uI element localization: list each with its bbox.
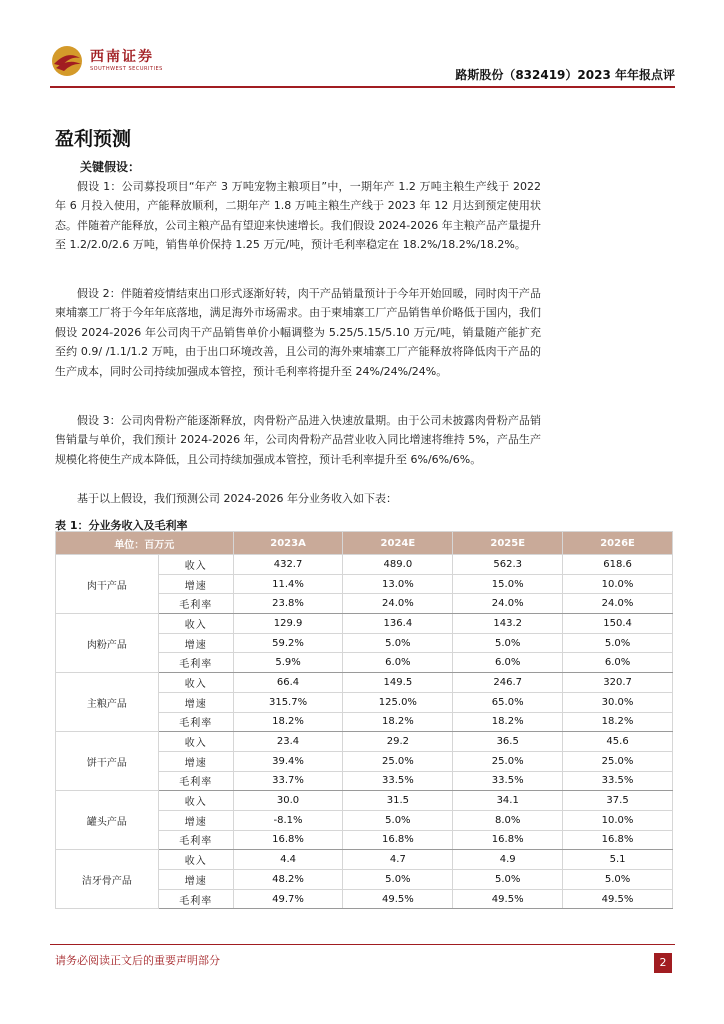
metric-label: 收入 (158, 673, 233, 693)
table-title: 表 1：分业务收入及毛利率 (55, 519, 188, 532)
metric-label: 毛利率 (158, 830, 233, 850)
value-cell: 34.1 (453, 791, 563, 811)
value-cell: 150.4 (563, 614, 673, 634)
value-cell: 4.9 (453, 850, 563, 870)
value-cell: 432.7 (233, 555, 343, 575)
value-cell: 18.2% (343, 712, 453, 732)
value-cell: 5.1 (563, 850, 673, 870)
metric-label: 收入 (158, 614, 233, 634)
metric-label: 增速 (158, 692, 233, 712)
value-cell: 31.5 (343, 791, 453, 811)
value-cell: 143.2 (453, 614, 563, 634)
year-header: 2023A (233, 532, 343, 555)
value-cell: 149.5 (343, 673, 453, 693)
page-header (50, 40, 675, 84)
value-cell: 36.5 (453, 732, 563, 752)
footer-divider (50, 944, 675, 945)
value-cell: 16.8% (563, 830, 673, 850)
value-cell: 6.0% (563, 653, 673, 673)
value-cell: 4.7 (343, 850, 453, 870)
value-cell: -8.1% (233, 810, 343, 830)
value-cell: 5.9% (233, 653, 343, 673)
value-cell: 24.0% (453, 594, 563, 614)
table-row (56, 614, 673, 634)
value-cell: 23.4 (233, 732, 343, 752)
metric-label: 毛利率 (158, 712, 233, 732)
value-cell: 10.0% (563, 574, 673, 594)
header-divider (50, 86, 675, 88)
table-row (56, 555, 673, 575)
table-row (56, 850, 673, 870)
value-cell: 5.0% (453, 633, 563, 653)
value-cell: 25.0% (453, 751, 563, 771)
value-cell: 37.5 (563, 791, 673, 811)
value-cell: 246.7 (453, 673, 563, 693)
value-cell: 16.8% (233, 830, 343, 850)
metric-label: 毛利率 (158, 653, 233, 673)
value-cell: 65.0% (453, 692, 563, 712)
table-row (56, 673, 673, 693)
value-cell: 66.4 (233, 673, 343, 693)
value-cell: 4.4 (233, 850, 343, 870)
value-cell: 18.2% (233, 712, 343, 732)
metric-label: 收入 (158, 850, 233, 870)
value-cell: 5.0% (343, 870, 453, 890)
value-cell: 6.0% (343, 653, 453, 673)
value-cell: 562.3 (453, 555, 563, 575)
table-header-row (56, 532, 673, 555)
page-number: 2 (654, 953, 672, 973)
assumption-paragraph-1: 假设 1：公司募投项目“年产 3 万吨宠物主粮项目”中，一期年产 1.2 万吨主粮生产线于 2022 年 6 月投入使用，产能释放顺利，二期年产 1.8 万吨主粮生产线于 2023 年 12 月达到预定使用状态。伴随着产能释放，公司主粮产品有望迎来快速增长。我们假设 2024-2026 年主粮产品产量提升至 1.2/2.0/2.6 万吨，销售单价保持 1.25 万元/吨，预计毛利率稳定在 18.2%/18.2%/18.2%。 (55, 180, 541, 252)
metric-label: 增速 (158, 633, 233, 653)
product-category: 洁牙骨产品 (56, 850, 159, 909)
value-cell: 29.2 (343, 732, 453, 752)
product-category: 罐头产品 (56, 791, 159, 850)
metric-label: 增速 (158, 870, 233, 890)
value-cell: 18.2% (563, 712, 673, 732)
value-cell: 5.0% (563, 633, 673, 653)
metric-label: 毛利率 (158, 771, 233, 791)
section-title: 盈利预测 (55, 128, 132, 150)
value-cell: 618.6 (563, 555, 673, 575)
value-cell: 136.4 (343, 614, 453, 634)
value-cell: 48.2% (233, 870, 343, 890)
value-cell: 33.5% (343, 771, 453, 791)
assumption-paragraph-3: 假设 3：公司肉骨粉产能逐渐释放，肉骨粉产品进入快速放量期。由于公司未披露肉骨粉产品销售销量与单价，我们预计 2024-2026 年，公司肉骨粉产品营业收入同比增速将维持 5%，产品生产规模化将使生产成本降低，且公司持续加强成本管控，预计毛利率提升至 6%/6%/6%。 (55, 414, 541, 466)
logo-name: 西南证券 (90, 49, 154, 65)
value-cell: 33.7% (233, 771, 343, 791)
value-cell: 23.8% (233, 594, 343, 614)
value-cell: 24.0% (343, 594, 453, 614)
value-cell: 25.0% (563, 751, 673, 771)
value-cell: 45.6 (563, 732, 673, 752)
value-cell: 8.0% (453, 810, 563, 830)
value-cell: 129.9 (233, 614, 343, 634)
value-cell: 24.0% (563, 594, 673, 614)
year-header: 2026E (563, 532, 673, 555)
table-row (56, 732, 673, 752)
product-category: 肉粉产品 (56, 614, 159, 673)
value-cell: 315.7% (233, 692, 343, 712)
product-category: 肉干产品 (56, 555, 159, 614)
table-row (56, 791, 673, 811)
logo-mark-icon (50, 44, 84, 78)
value-cell: 30.0% (563, 692, 673, 712)
table-intro-paragraph: 基于以上假设，我们预测公司 2024-2026 年分业务收入如下表： (77, 492, 397, 505)
value-cell: 489.0 (343, 555, 453, 575)
value-cell: 320.7 (563, 673, 673, 693)
company-logo (50, 42, 200, 82)
revenue-margin-table (55, 531, 673, 909)
key-assumptions-title: 关键假设： (80, 160, 141, 174)
metric-label: 毛利率 (158, 889, 233, 909)
value-cell: 18.2% (453, 712, 563, 732)
value-cell: 16.8% (453, 830, 563, 850)
value-cell: 33.5% (453, 771, 563, 791)
value-cell: 13.0% (343, 574, 453, 594)
value-cell: 16.8% (343, 830, 453, 850)
metric-label: 收入 (158, 555, 233, 575)
value-cell: 49.7% (233, 889, 343, 909)
value-cell: 125.0% (343, 692, 453, 712)
value-cell: 11.4% (233, 574, 343, 594)
value-cell: 5.0% (343, 810, 453, 830)
metric-label: 收入 (158, 791, 233, 811)
value-cell: 30.0 (233, 791, 343, 811)
value-cell: 5.0% (453, 870, 563, 890)
value-cell: 49.5% (453, 889, 563, 909)
metric-label: 增速 (158, 751, 233, 771)
year-header: 2024E (343, 532, 453, 555)
product-category: 主粮产品 (56, 673, 159, 732)
value-cell: 10.0% (563, 810, 673, 830)
year-header: 2025E (453, 532, 563, 555)
value-cell: 59.2% (233, 633, 343, 653)
value-cell: 5.0% (343, 633, 453, 653)
table-body (56, 555, 673, 909)
value-cell: 49.5% (343, 889, 453, 909)
product-category: 饼干产品 (56, 732, 159, 791)
metric-label: 毛利率 (158, 594, 233, 614)
value-cell: 5.0% (563, 870, 673, 890)
metric-label: 收入 (158, 732, 233, 752)
value-cell: 15.0% (453, 574, 563, 594)
assumption-paragraph-2: 假设 2：伴随着疫情结束出口形式逐渐好转，肉干产品销量预计于今年开始回暖，同时肉干产品柬埔寨工厂将于今年年底落地，满足海外市场需求。由于柬埔寨工厂产品销售单价略低于国内，我们假设 2024-2026 年公司肉干产品销售单价小幅调整为 5.25/5.15/5.10 万元/吨，销量随产能扩充至约 0.9/ /1.1/1.2 万吨，由于出口环境改善，且公司的海外柬埔寨工厂产能释放将降低肉干产品的生产成本，同时公司持续加强成本管控，预计毛利率将提升至 24%/24%/24%。 (55, 287, 541, 378)
metric-label: 增速 (158, 810, 233, 830)
logo-subtitle: SOUTHWEST SECURITIES (90, 66, 163, 72)
value-cell: 49.5% (563, 889, 673, 909)
unit-header: 单位：百万元 (56, 532, 234, 555)
value-cell: 25.0% (343, 751, 453, 771)
value-cell: 6.0% (453, 653, 563, 673)
value-cell: 33.5% (563, 771, 673, 791)
report-title: 路斯股份（832419）2023 年年报点评 (455, 68, 675, 82)
value-cell: 39.4% (233, 751, 343, 771)
metric-label: 增速 (158, 574, 233, 594)
footer-disclaimer: 请务必阅读正文后的重要声明部分 (55, 954, 220, 967)
